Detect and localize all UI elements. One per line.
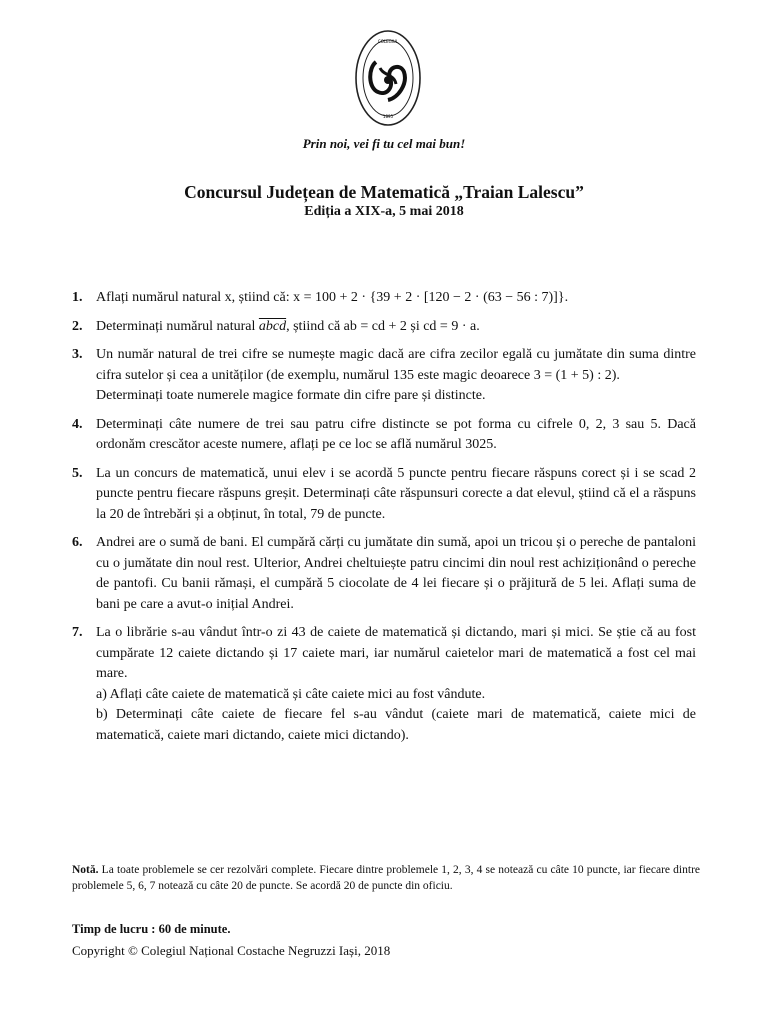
- svg-text:COLEGIUL: COLEGIUL: [377, 39, 399, 44]
- time-limit: Timp de lucru : 60 de minute.: [72, 922, 231, 936]
- problem-text-continued: , știind că: [286, 318, 341, 334]
- problem-4: [72, 415, 696, 456]
- problem-text: Determinați numărul natural: [96, 318, 256, 334]
- problem-7: [72, 623, 696, 746]
- motto: Prin noi, vei fi tu cel mai bun!: [302, 136, 466, 151]
- grading-note: [72, 862, 700, 894]
- page-title: Concursul Județean de Matematică „Traian Lalescu”: [184, 182, 584, 202]
- problem-text: Determinați câte numere de trei sau patru cifre distincte se pot forma cu cifrele 0, 2, 3 sau 5. Dacă ordonăm crescător aceste numere, aflați pe ce loc se află numărul 3025.: [96, 416, 696, 452]
- problem-number: 7.: [72, 625, 83, 640]
- problem-part-b: b) Determinați câte caiete de fiecare fel s-au vândut (caiete mari de matematică, caiete mici de matematică, caiete mari dictando, caiete mici dictando).: [96, 707, 696, 743]
- problem-number: 2.: [72, 318, 83, 334]
- problem-text: Un număr natural de trei cifre se numește magic dacă are cifra zecilor egală cu jumătate din suma dintre cifra sutelor și cea a unităților (de exemplu, numărul 135 este magic deoarece: [96, 347, 696, 383]
- problem-number: 6.: [72, 535, 83, 550]
- problem-number: 5.: [72, 465, 83, 481]
- problem-text: Aflați numărul natural x, știind că:: [96, 290, 290, 305]
- problem-list: [72, 288, 696, 754]
- problem-5: [72, 464, 696, 526]
- edition-subtitle: Ediția a XIX-a, 5 mai 2018: [304, 204, 464, 219]
- problem-formula: ab = cd + 2 și cd = 9 · a: [343, 318, 477, 334]
- note-label: Notă.: [72, 864, 99, 876]
- problem-formula: x = 100 + 2 · {39 + 2 · [120 − 2 · (63 − 56 : 7)]}: [293, 290, 565, 305]
- problem-number: 1.: [72, 290, 83, 305]
- problem-part-a: a) Aflați câte caiete de matematică și câte caiete mici au fost vândute.: [96, 686, 486, 702]
- problem-number: 3.: [72, 347, 83, 362]
- problem-question: Determinați toate numerele magice formate din cifre pare și distincte.: [96, 388, 486, 403]
- problem-text: La o librărie s-au vândut într-o zi 43 de caiete de matematică și dictando, mari și mici. Se știe că au fost cumpărate 12 caiete dictando și 17 caiete mari, iar numărul caietelor mari de matematică a fost cel mai mare.: [96, 625, 696, 681]
- problem-number: 4.: [72, 416, 83, 432]
- problem-3: 3. Un număr natural de trei cifre se numește magic dacă are cifra zecilor egală cu jumătate din suma dintre cifra sutelor și cea a unităților (de exemplu, numărul 135 este magic deoarece 3 = (1 + 5) : 2). Determinați toate numerele magice formate din cifre pare și distincte.: [72, 345, 696, 407]
- problem-text: La un concurs de matematică, unui elev i se acordă 5 puncte pentru fiecare răspuns corect și i se scad 2 puncte pentru fiecare răspuns greșit. Determinați câte răspunsuri corecte a dat elevul, știind că el a răspuns la 20 de întrebări și a obținut, în total, 79 de puncte.: [96, 465, 696, 522]
- svg-text:1895: 1895: [382, 114, 394, 119]
- example-formula: 3 = (1 + 5) : 2: [533, 367, 612, 383]
- problem-1: 1. Aflați numărul natural x, știind că: x = 100 + 2 · {39 + 2 · [120 − 2 · (63 − 56 : 7)]}.: [72, 288, 696, 309]
- overline-number: abcd: [258, 318, 287, 334]
- college-logo: [354, 28, 422, 128]
- problem-2: 2. Determinați numărul natural abcd, știind că ab = cd + 2 și cd = 9 · a.: [72, 317, 696, 338]
- problem-6: [72, 533, 696, 615]
- problem-text: Andrei are o sumă de bani. El cumpără cărți cu jumătate din sumă, apoi un tricou și o pereche de pantaloni cu o jumătate din noul rest. Ulterior, Andrei cheltuiește patru cincimi din noul rest achiziționând o pereche de pantofi. Cu banii rămași, el cumpără 5 ciocolate de 4 lei fiecare și o prăjitură de 5 lei. Aflați suma de bani pe care a avut-o inițial Andrei.: [96, 535, 696, 612]
- copyright: Copyright © Colegiul Național Costache Negruzzi Iași, 2018: [72, 943, 391, 958]
- note-text: La toate problemele se cer rezolvări complete. Fiecare dintre problemele 1, 2, 3, 4 se notează cu câte 10 puncte, iar fiecare dintre problemele 5, 6, 7 notează cu câte 20 de puncte. Se acordă 20 de puncte din oficiu.: [72, 864, 701, 892]
